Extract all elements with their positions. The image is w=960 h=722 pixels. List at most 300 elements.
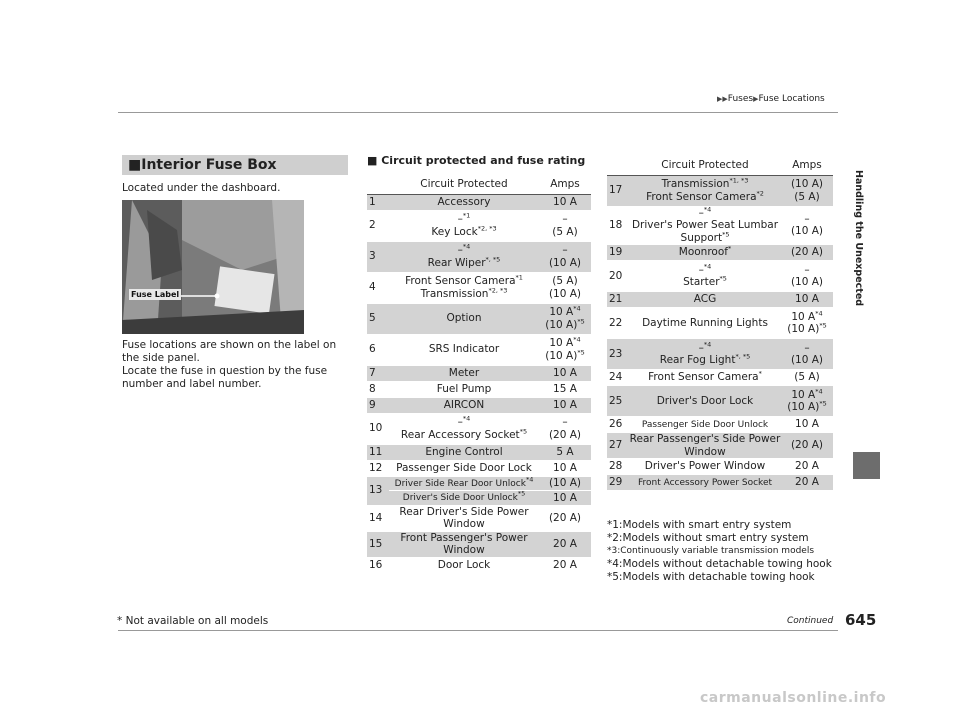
circuit-cell (389, 491, 539, 506)
circuit-name: Moonroof (678, 246, 728, 259)
amps-cell (781, 206, 833, 245)
circuit-line (389, 196, 539, 209)
circuit-line (629, 433, 781, 458)
circuit-cell (629, 417, 781, 433)
fuse-number: 15 (367, 531, 389, 557)
footnote-ref: *4 (703, 205, 712, 213)
footnote-ref: * (758, 369, 762, 378)
fuse-number: 11 (367, 444, 389, 460)
footnote-ref: *4 (815, 387, 823, 395)
footnote-ref: *5 (577, 317, 585, 325)
table-row (607, 292, 833, 308)
amps-value: 20 A (553, 558, 577, 571)
amps-line (781, 246, 833, 259)
fuse-number: 14 (367, 505, 389, 531)
amps-value: – (562, 213, 568, 225)
fuse-number: 19 (607, 245, 629, 261)
amps-value: (10 A) (790, 276, 824, 288)
table-row (367, 505, 591, 531)
circuit-line (389, 532, 539, 557)
amps-line (781, 371, 833, 384)
circuit-cell (389, 476, 539, 491)
table-row (367, 460, 591, 476)
circuit-line (389, 343, 539, 356)
circuit-name: SRS Indicator (428, 343, 500, 356)
amps-cell (781, 175, 833, 206)
circuit-name: Door Lock (437, 558, 491, 571)
fuse-number: 26 (607, 417, 629, 433)
footnote-ref: *4 (703, 340, 712, 348)
circuit-name: – (698, 206, 704, 219)
fuse-number: 5 (367, 303, 389, 334)
circuit-name: Driver's Power Seat Lumbar Support (631, 219, 779, 244)
table-row (367, 365, 591, 381)
amps-cell (539, 194, 591, 210)
amps-value: 10 A (553, 461, 577, 474)
fuse-number: 3 (367, 241, 389, 272)
table-row (367, 476, 591, 491)
footnote-ref: *4 (703, 262, 712, 270)
amps-cell (539, 303, 591, 334)
circuit-cell (629, 386, 781, 417)
footnote-ref: *4 (573, 335, 581, 344)
circuit-name: Rear Fog Light (659, 354, 736, 366)
circuit-cell (389, 413, 539, 444)
circuit-line (629, 293, 781, 306)
circuit-line (389, 559, 539, 572)
circuit-line (629, 460, 781, 473)
chapter-tab-marker (853, 452, 880, 479)
footnote: *5:Models with detachable towing hook (607, 571, 815, 583)
table-row (367, 397, 591, 413)
footnote: *1:Models with smart entry system (607, 519, 792, 531)
amps-value: 10 A (553, 195, 577, 208)
circuit-name: – (457, 244, 463, 256)
circuit-line (389, 429, 539, 442)
breadcrumb-arrow-icon: ▶ (753, 95, 759, 103)
amps-line (539, 213, 591, 226)
amps-value: 10 A (791, 310, 816, 323)
fuse-number: 7 (367, 365, 389, 381)
circuit-cell (389, 531, 539, 557)
amps-cell (781, 261, 833, 292)
availability-note: * Not available on all models (117, 615, 269, 627)
circuit-cell (629, 292, 781, 308)
circuit-line (629, 395, 781, 408)
amps-line (781, 439, 833, 452)
table-row (367, 557, 591, 573)
fuse-box-photo (122, 200, 304, 334)
footnote: *4:Models without detachable towing hook (607, 558, 832, 570)
section-title: ■Interior Fuse Box (122, 155, 348, 175)
circuit-cell (389, 444, 539, 460)
circuit-name: – (698, 341, 704, 354)
circuit-line (389, 383, 539, 396)
amps-cell (539, 241, 591, 272)
footnote-ref: *5 (819, 399, 827, 408)
circuit-name: AIRCON (443, 398, 485, 411)
circuit-name: Driver Side Rear Door Unlock (394, 478, 526, 489)
fuse-number: 16 (367, 557, 389, 573)
amps-value: 15 A (553, 382, 577, 395)
circuit-cell (389, 365, 539, 381)
amps-value: (10 A) (787, 323, 820, 335)
amps-cell (539, 397, 591, 413)
footnote-ref: *1 (515, 273, 523, 282)
circuit-name: Front Sensor Camera (646, 190, 757, 203)
amps-line (539, 383, 591, 396)
amps-value: – (562, 416, 568, 428)
amps-line (539, 319, 591, 332)
header-divider (118, 112, 838, 113)
amps-cell (539, 505, 591, 531)
fuse-number: 25 (607, 386, 629, 417)
amps-cell (539, 557, 591, 573)
circuit-cell (629, 206, 781, 245)
table-row (607, 433, 833, 459)
circuit-line (629, 246, 781, 259)
circuit-name: Rear Passenger's Side Power Window (629, 433, 781, 458)
circuit-name: Fuel Pump (436, 382, 492, 395)
amps-line (781, 213, 833, 226)
table-row (367, 272, 591, 303)
circuit-name: ACG (693, 293, 717, 306)
circuit-name: Key Lock (431, 225, 478, 238)
circuit-cell (629, 433, 781, 459)
amps-cell (539, 272, 591, 303)
footnote-ref: *4 (462, 242, 471, 251)
amps-line (781, 276, 833, 289)
footnote-ref: *4 (462, 414, 471, 423)
amps-value: – (804, 263, 810, 276)
fuse-number: 22 (607, 308, 629, 339)
amps-cell (781, 459, 833, 475)
table-row (367, 334, 591, 365)
circuit-line (389, 446, 539, 459)
footnote-ref: *2 (756, 189, 764, 197)
circuit-name: Driver's Power Window (644, 460, 766, 473)
circuit-cell (389, 210, 539, 241)
circuit-line (389, 226, 539, 239)
table-row (367, 444, 591, 460)
circuit-line (389, 213, 539, 226)
table-heading: ■ Circuit protected and fuse rating (367, 154, 586, 167)
amps-cell (781, 245, 833, 261)
circuit-name: Driver's Side Door Unlock (402, 493, 518, 503)
chapter-side-tab: Handling the Unexpected (853, 170, 864, 307)
table-row (367, 194, 591, 210)
amps-value: 5 A (556, 445, 574, 458)
amps-line (539, 196, 591, 209)
amps-value: – (804, 212, 810, 225)
fuse-number: 6 (367, 334, 389, 365)
amps-line (539, 288, 591, 301)
fuse-number: 13 (367, 476, 389, 505)
circuit-cell (389, 505, 539, 531)
fuse-number: 20 (607, 261, 629, 292)
fuse-number: 2 (367, 210, 389, 241)
table-row (607, 459, 833, 475)
circuit-line (389, 312, 539, 325)
circuit-line (629, 418, 781, 432)
amps-line (781, 225, 833, 238)
circuit-line (389, 399, 539, 412)
amps-cell (781, 308, 833, 339)
table-row (607, 475, 833, 491)
amps-value: 20 A (795, 460, 819, 473)
circuit-line (629, 276, 781, 289)
locate-instruction-text: Locate the fuse in question by the fuse number and label number. (122, 365, 328, 390)
amps-line (781, 401, 833, 414)
table-row (607, 245, 833, 261)
column-header-circuit: Circuit Protected (629, 156, 781, 175)
amps-value: (20 A) (790, 439, 824, 452)
circuit-cell (629, 308, 781, 339)
amps-value: 10 A (549, 337, 574, 349)
table-row (607, 386, 833, 417)
amps-line (539, 399, 591, 412)
amps-cell (781, 386, 833, 417)
amps-line (781, 354, 833, 367)
amps-value: 10 A (795, 293, 819, 306)
amps-line (539, 350, 591, 363)
fuse-number: 18 (607, 206, 629, 245)
amps-value: 10 A (795, 418, 819, 431)
circuit-line (629, 264, 781, 277)
amps-value: (10 A) (548, 256, 582, 269)
footnote-ref: *, *5 (735, 352, 751, 361)
amps-cell (781, 370, 833, 386)
footnote-ref: *4 (573, 304, 581, 313)
circuit-cell (629, 475, 781, 491)
footer-divider (118, 630, 838, 631)
amps-value: (10 A) (790, 225, 824, 238)
amps-cell (539, 460, 591, 476)
amps-line (539, 244, 591, 257)
circuit-cell (629, 261, 781, 292)
amps-line (781, 476, 833, 489)
amps-line (539, 446, 591, 459)
circuit-name: Transmission (661, 178, 730, 190)
continued-label: Continued (787, 616, 834, 626)
circuit-name: Front Sensor Camera (648, 371, 759, 384)
circuit-cell (389, 557, 539, 573)
footnote-ref: *5 (577, 348, 585, 356)
amps-value: (5 A) (794, 190, 820, 203)
label-location-text: Fuse locations are shown on the label on the side panel. (122, 339, 337, 364)
circuit-cell (389, 397, 539, 413)
fuse-number: 27 (607, 433, 629, 459)
breadcrumb-arrow-icon: ▶▶ (717, 95, 728, 103)
footnote-ref: *4 (815, 309, 823, 317)
footnotes (607, 519, 832, 584)
circuit-name: Meter (448, 366, 480, 379)
circuit-line (629, 342, 781, 355)
amps-line (781, 323, 833, 336)
circuit-name: Front Accessory Power Socket (637, 477, 773, 488)
footnote-ref: * (727, 244, 732, 253)
amps-value: (5 A) (552, 225, 578, 238)
fuse-number: 21 (607, 292, 629, 308)
amps-line (539, 538, 591, 551)
fuse-table-left (367, 175, 591, 574)
amps-value: 10 A (549, 306, 574, 318)
circuit-cell (389, 334, 539, 365)
amps-cell (781, 475, 833, 491)
circuit-line (389, 506, 539, 531)
circuit-name: Rear Driver's Side Power Window (399, 505, 529, 530)
circuit-line (629, 191, 781, 204)
circuit-name: Transmission (420, 287, 489, 300)
footnote: *2:Models without smart entry system (607, 532, 809, 544)
footnote-ref: *5 (722, 230, 730, 238)
fuse-table-right (607, 156, 833, 491)
amps-line (539, 226, 591, 239)
amps-cell (539, 531, 591, 557)
circuit-line (629, 354, 781, 367)
footnote-ref: *2, *3 (488, 286, 508, 294)
circuit-name: Passenger Side Door Lock (396, 461, 532, 474)
table-row (367, 531, 591, 557)
amps-cell (781, 433, 833, 459)
circuit-line (629, 219, 781, 244)
circuit-line (389, 416, 539, 429)
amps-cell (781, 417, 833, 433)
table-row (607, 308, 833, 339)
fuse-number: 10 (367, 413, 389, 444)
amps-line (539, 367, 591, 380)
amps-value: (20 A) (790, 246, 824, 259)
amps-value: (5 A) (794, 371, 820, 384)
footnote-ref: *2, *3 (477, 224, 497, 232)
circuit-name: – (457, 416, 463, 428)
circuit-name: Rear Accessory Socket (400, 428, 520, 441)
circuit-line (629, 371, 781, 384)
circuit-name: Option (446, 312, 482, 325)
circuit-cell (629, 245, 781, 261)
circuit-line (389, 257, 539, 270)
circuit-line (389, 288, 539, 301)
amps-value: (20 A) (548, 428, 582, 441)
amps-value: (10 A) (790, 178, 824, 190)
amps-line (781, 178, 833, 191)
circuit-name: Accessory (437, 195, 491, 208)
amps-cell (539, 365, 591, 381)
fuse-number: 9 (367, 397, 389, 413)
amps-value: 10 A (553, 398, 577, 411)
amps-value: (5 A) (552, 275, 578, 287)
amps-line (539, 512, 591, 525)
circuit-name: Starter (683, 276, 720, 288)
amps-value: 10 A (553, 366, 577, 379)
column-header-circuit: Circuit Protected (389, 175, 539, 194)
circuit-name: Daytime Running Lights (642, 316, 768, 329)
table-row (367, 413, 591, 444)
footnote-ref: *4 (525, 475, 534, 483)
table-row (607, 417, 833, 433)
table-row (367, 491, 591, 506)
amps-value: 10 A (539, 491, 591, 506)
fuse-number: 29 (607, 475, 629, 491)
circuit-name: Driver's Door Lock (656, 394, 754, 407)
amps-cell (539, 413, 591, 444)
amps-cell (539, 444, 591, 460)
circuit-cell (389, 194, 539, 210)
amps-line (781, 293, 833, 306)
table-row (607, 339, 833, 370)
table-row (607, 206, 833, 245)
breadcrumb-fuses: Fuses (727, 94, 754, 104)
fuse-number: 24 (607, 370, 629, 386)
fuse-number: 1 (367, 194, 389, 210)
circuit-line (629, 317, 781, 330)
amps-line (539, 416, 591, 429)
circuit-name: Rear Wiper (427, 256, 486, 269)
amps-value: (10 A) (539, 476, 591, 491)
breadcrumb (717, 94, 825, 104)
footnote-ref: *1 (462, 211, 471, 220)
page-number: 645 (845, 611, 877, 629)
circuit-cell (389, 241, 539, 272)
circuit-name: Passenger Side Door Unlock (641, 419, 769, 430)
circuit-cell (389, 381, 539, 397)
circuit-line (389, 244, 539, 257)
amps-value: – (804, 341, 810, 354)
fuse-number: 17 (607, 175, 629, 206)
circuit-cell (629, 339, 781, 370)
circuit-name: Engine Control (425, 445, 503, 458)
footnote-ref: *1, *3 (729, 176, 749, 185)
table-row (607, 175, 833, 206)
amps-line (539, 257, 591, 270)
circuit-cell (389, 303, 539, 334)
amps-line (781, 460, 833, 473)
fuse-number: 28 (607, 459, 629, 475)
column-header-amps: Amps (781, 156, 833, 175)
table-row (367, 241, 591, 272)
amps-value: (20 A) (548, 511, 582, 524)
column-header-amps: Amps (539, 175, 591, 194)
amps-value: (10 A) (790, 354, 824, 366)
amps-value: (10 A) (545, 349, 578, 362)
watermark: carmanualsonline.info (700, 690, 887, 706)
circuit-name: Front Passenger's Power Window (400, 531, 528, 556)
fuse-number: 4 (367, 272, 389, 303)
table-row (367, 303, 591, 334)
amps-value: (10 A) (548, 287, 582, 300)
circuit-line (389, 367, 539, 380)
circuit-cell (629, 175, 781, 206)
amps-value: 10 A (791, 388, 816, 401)
amps-cell (781, 339, 833, 370)
footnote-ref: *5 (819, 321, 827, 330)
amps-value: 20 A (553, 537, 577, 550)
circuit-name: – (457, 213, 463, 225)
circuit-line (389, 462, 539, 475)
amps-value: (10 A) (787, 401, 820, 413)
amps-line (781, 418, 833, 431)
fuse-number: 8 (367, 381, 389, 397)
table-row (367, 381, 591, 397)
amps-value: 20 A (795, 476, 819, 489)
footnote-ref: *5 (519, 427, 528, 435)
amps-line (539, 275, 591, 288)
amps-line (539, 559, 591, 572)
circuit-cell (389, 460, 539, 476)
amps-cell (539, 334, 591, 365)
fuse-number: 23 (607, 339, 629, 370)
amps-value: – (562, 244, 568, 256)
